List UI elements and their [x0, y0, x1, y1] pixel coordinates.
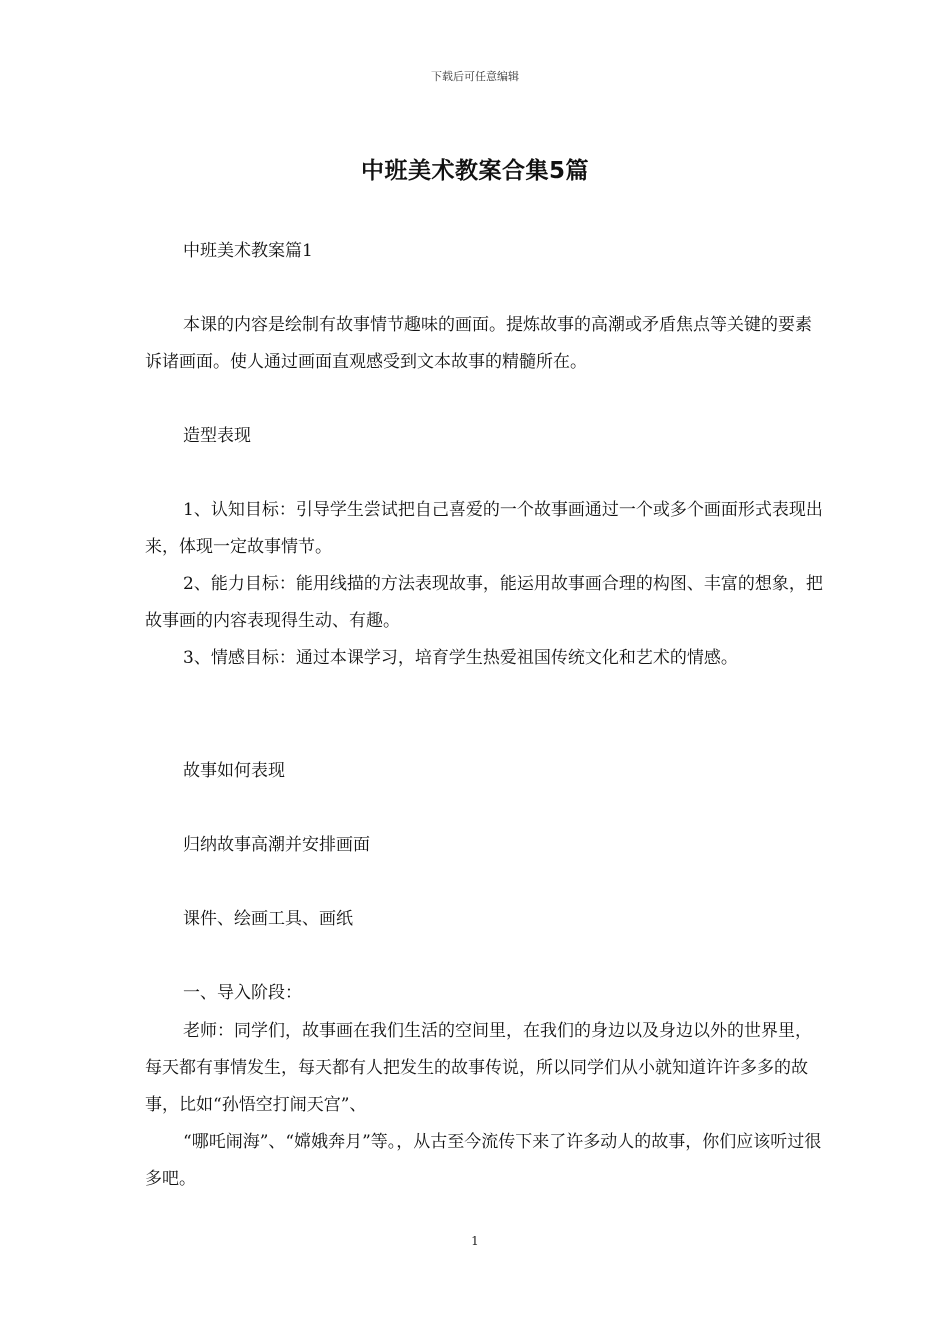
body-paragraph: 故事如何表现: [183, 761, 285, 781]
body-paragraph: 2、能力目标：能用线描的方法表现故事，能运用故事画合理的构图、丰富的想象，把故事画的内容表现得生动、有趣。: [145, 574, 823, 631]
header-note: 下载后可任意编辑: [431, 70, 519, 83]
section-heading: 中班美术教案篇1: [183, 241, 313, 261]
body-paragraph: 老师：同学们，故事画在我们生活的空间里，在我们的身边以及身边以外的世界里，每天都有事情发生，每天都有人把发生的故事传说，所以同学们从小就知道许许多多的故事，比如“孙悟空打闹天宫”、: [145, 1021, 812, 1115]
body-paragraph: 1、认知目标：引导学生尝试把自己喜爱的一个故事画通过一个或多个画面形式表现出来，体现一定故事情节。: [145, 500, 823, 557]
document-title: 中班美术教案合集5篇: [360, 158, 589, 184]
body-paragraph: “哪吒闹海”、“嫦娥奔月”等。，从古至今流传下来了许多动人的故事，你们应该听过很多吧。: [145, 1132, 822, 1189]
body-paragraph: 造型表现: [183, 426, 251, 446]
body-paragraph: 课件、绘画工具、画纸: [183, 909, 353, 929]
body-paragraph: 本课的内容是绘制有故事情节趣味的画面。提炼故事的高潮或矛盾焦点等关键的要素诉诸画面。使人通过画面直观感受到文本故事的精髓所在。: [145, 315, 812, 372]
body-paragraph: 3、情感目标：通过本课学习，培育学生热爱祖国传统文化和艺术的情感。: [183, 648, 738, 668]
body-paragraph: 归纳故事高潮并安排画面: [183, 835, 370, 855]
body-paragraph: 一、导入阶段：: [183, 983, 302, 1003]
page-number: 1: [471, 1234, 479, 1248]
